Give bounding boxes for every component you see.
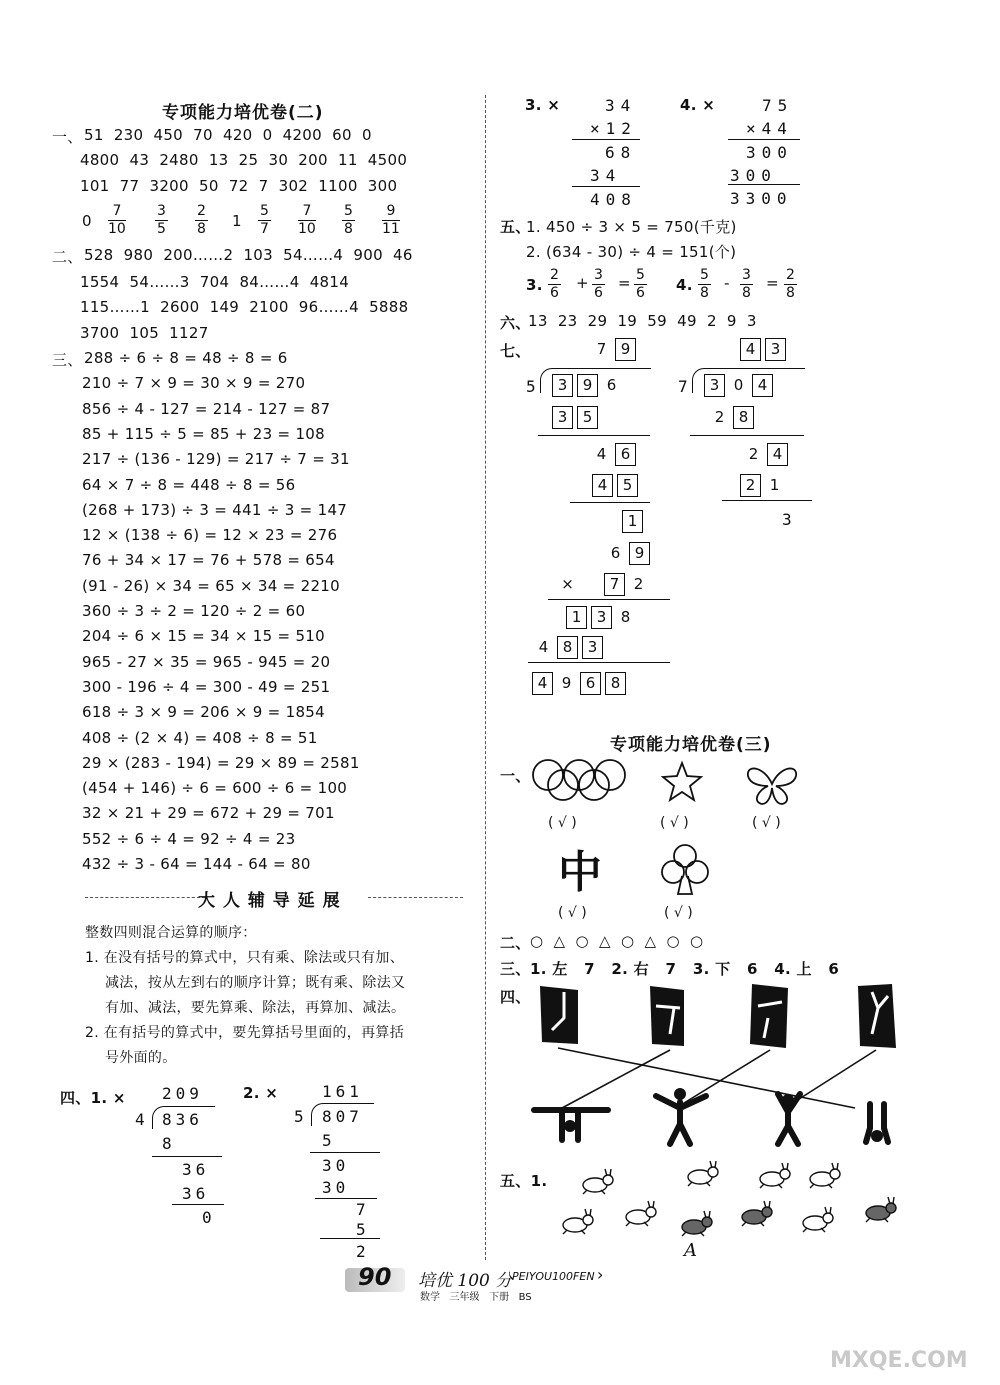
- equation-line: 965 - 27 × 35 = 965 - 945 = 20: [82, 652, 331, 671]
- boxmul-p1: 1 3 8: [564, 606, 637, 630]
- fraction: $\frac{3}{5}$: [157, 203, 166, 237]
- olympic-rings-icon: [520, 757, 638, 803]
- rabbit-icon: [680, 1160, 720, 1188]
- silhouette-card-icon: [650, 986, 684, 1046]
- boxdiv-b-step1: 2 8: [708, 406, 756, 430]
- star-icon: [660, 760, 704, 804]
- boxdiv-b-quotient: 4 3: [738, 338, 788, 362]
- sec2-row2: 1554 54……3 704 84……4 4814: [80, 273, 350, 291]
- sec6-label: 六、: [500, 314, 531, 332]
- footer-sub: 数学 三年级 下册 BS: [420, 1292, 532, 1303]
- rabbit-icon: [752, 1162, 792, 1190]
- calc-line: [728, 184, 800, 185]
- plus-sign: +: [576, 274, 589, 292]
- fraction: $\frac{9}{11}$: [382, 203, 400, 237]
- boxmul-b: × 7 2: [556, 573, 650, 597]
- sec1-row2: 4800 43 2480 13 25 30 200 11 4500: [80, 151, 408, 169]
- rabbit-icon: [555, 1208, 595, 1236]
- div1-step3: 36: [182, 1184, 210, 1203]
- section-title-2: 专项能力培优卷(二): [162, 103, 324, 123]
- sec1-row1: 51 230 450 70 420 0 4200 60 0: [84, 126, 372, 144]
- div1-step1: 8: [162, 1134, 172, 1153]
- q3-b: ×12: [590, 119, 637, 138]
- division-line: [570, 502, 650, 503]
- check-mark: ( √ ): [664, 905, 693, 921]
- boxdiv-a-remainder: 1: [620, 510, 645, 534]
- rabbit-icon: [858, 1196, 898, 1224]
- page-number: 90: [358, 1263, 392, 1291]
- q4-p1: 300: [746, 143, 793, 162]
- sec6-row: 13 23 29 19 59 49 2 9 3: [528, 312, 757, 330]
- sec5-l4: 4.: [676, 276, 693, 294]
- equation-line: 288 ÷ 6 ÷ 8 = 48 ÷ 8 = 6: [84, 349, 288, 367]
- division-line: [690, 435, 804, 436]
- division-line: [310, 1152, 380, 1153]
- q3-label: 3. ×: [525, 96, 561, 114]
- sec2-row3: 115……1 2600 149 2100 96……4 5888: [80, 298, 409, 316]
- division-line: [315, 1198, 377, 1199]
- s3q3-label: 三、: [500, 960, 531, 978]
- equation-line: 210 ÷ 7 × 9 = 30 × 9 = 270: [82, 374, 306, 393]
- equation-line: 360 ÷ 3 ÷ 2 = 120 ÷ 2 = 60: [82, 602, 306, 620]
- div1-step2: 36: [182, 1160, 210, 1179]
- equation-line: 12 × (138 ÷ 6) = 12 × 23 = 276: [82, 526, 338, 545]
- div1-quotient: 209: [162, 1084, 203, 1103]
- section-title-3: 专项能力培优卷(三): [610, 735, 772, 755]
- guide-title: 大 人 辅 导 延 展: [198, 891, 341, 911]
- q4-result: 3300: [730, 189, 793, 208]
- divider: [368, 897, 463, 898]
- s3q2-row: ○ △ ○ △ ○ △ ○ ○: [530, 932, 704, 950]
- boxdiv-a-quotient: 7 9: [590, 338, 638, 362]
- div1-remainder: 0: [202, 1208, 212, 1227]
- equation-line: 76 + 34 × 17 = 76 + 578 = 654: [82, 551, 335, 570]
- boxdiv-a-divisor: 5: [526, 377, 536, 396]
- rabbit-icon: [802, 1162, 842, 1190]
- check-mark: ( √ ): [752, 815, 781, 831]
- equation-line: 85 + 115 ÷ 5 = 85 + 23 = 108: [82, 424, 325, 443]
- sec1-one: 1: [232, 212, 242, 230]
- boxmul-a: 6 9: [604, 542, 652, 566]
- guide-intro: 整数四则混合运算的顺序：: [85, 925, 257, 941]
- divider: [85, 897, 205, 898]
- guide-p1b: 减法，按从左到右的顺序计算；既有乘、除法又: [105, 975, 406, 991]
- div2-dividend: 807: [322, 1107, 363, 1126]
- calc-line: [572, 186, 640, 187]
- q2-label: 2. ×: [243, 1084, 279, 1102]
- equation-line: 408 ÷ (2 × 4) = 408 ÷ 8 = 51: [82, 728, 318, 747]
- guide-p2a: 2. 在有括号的算式中，要先算括号里面的，再算括: [85, 1025, 405, 1041]
- div2-step1: 5: [322, 1131, 332, 1150]
- equals-sign: =: [766, 274, 779, 292]
- boxdiv-a-step1: 3 5: [550, 406, 600, 430]
- column-divider: [485, 95, 486, 1260]
- rabbit-icon: [618, 1200, 658, 1228]
- rabbit-icon: [674, 1210, 714, 1238]
- rabbit-icon: [795, 1206, 835, 1234]
- q4-p2: 300: [730, 166, 777, 185]
- division-line: [722, 500, 812, 501]
- boxmul-result: 4 9 6 8: [530, 672, 628, 696]
- sec7-label: 七、: [500, 342, 531, 360]
- s3q5-label: 五、1.: [500, 1172, 548, 1190]
- division-line: [172, 1204, 224, 1205]
- equation-line: (91 - 26) × 34 = 65 × 34 = 2210: [82, 576, 340, 595]
- equation-line: 300 - 196 ÷ 4 = 300 - 49 = 251: [82, 677, 331, 696]
- sec5-l3: 3.: [526, 276, 543, 294]
- silhouette-matching: [520, 978, 900, 1153]
- equation-line: 856 ÷ 4 - 127 = 214 - 127 = 87: [82, 399, 331, 418]
- equation-line: 552 ÷ 6 ÷ 4 = 92 ÷ 4 = 23: [82, 829, 296, 848]
- boxdiv-a-step3: 4 5: [590, 474, 640, 498]
- minus-sign: -: [724, 274, 730, 292]
- equation-line: (454 + 146) ÷ 6 = 600 ÷ 6 = 100: [82, 779, 348, 798]
- q4-a: 75: [762, 96, 794, 115]
- equals-sign: =: [618, 274, 631, 292]
- fraction: $\frac{2}{8}$: [786, 267, 795, 301]
- boxdiv-a-dividend: 3 9 6: [550, 374, 623, 398]
- fraction: $\frac{2}{8}$: [197, 203, 206, 237]
- s3q3-row: 1. 左 7 2. 右 7 3. 下 6 4. 上 6: [530, 960, 840, 978]
- q3-p1: 68: [605, 143, 637, 162]
- div2-divisor: 5: [294, 1107, 304, 1126]
- q4-label: 4. ×: [680, 96, 716, 114]
- sec5-label: 五、: [500, 218, 531, 236]
- sec1-row3: 101 77 3200 50 72 7 302 1100 300: [80, 177, 398, 195]
- s3q4-label: 四、: [500, 988, 531, 1006]
- zhong-character: 中: [558, 847, 602, 898]
- q3-result: 408: [590, 190, 637, 209]
- calc-line: [548, 599, 670, 600]
- div2-remainder: 2: [356, 1242, 366, 1261]
- guide-p2b: 号外面的。: [105, 1050, 177, 1066]
- s3q1-label: 一、: [500, 767, 531, 785]
- check-mark: ( √ ): [558, 905, 587, 921]
- fraction: $\frac{5}{8}$: [700, 267, 709, 301]
- chevron-right-icon: ›: [597, 1265, 604, 1284]
- equation-line: (268 + 173) ÷ 3 = 441 ÷ 3 = 147: [82, 500, 348, 519]
- sec3-label: 三、: [52, 351, 83, 369]
- equation-line: 618 ÷ 3 × 9 = 206 × 9 = 1854: [82, 703, 325, 722]
- guide-p1c: 有加、减法，要先算乘、除法，再算加、减法。: [105, 1000, 406, 1016]
- rabbit-icon: [734, 1200, 774, 1228]
- boxdiv-b-step3: 2 1: [738, 474, 786, 498]
- sec5-l1: 1. 450 ÷ 3 × 5 = 750(千克): [526, 218, 737, 236]
- div2-step2: 30: [322, 1156, 350, 1175]
- boxdiv-b-step2: 2 4: [742, 443, 790, 467]
- brand-en: PEIYOU100FEN: [512, 1270, 595, 1283]
- q4-b: ×44: [746, 119, 793, 138]
- sec1-label: 一、: [52, 128, 83, 146]
- calc-line: [528, 662, 670, 663]
- sec1-row4-lead: 0: [82, 212, 92, 230]
- div1-dividend: 836: [162, 1110, 203, 1129]
- fraction: $\frac{5}{8}$: [344, 203, 353, 237]
- fraction: $\frac{2}{6}$: [550, 267, 559, 301]
- equation-line: 217 ÷ (136 - 129) = 217 ÷ 7 = 31: [82, 450, 350, 469]
- silhouette-card-icon: [540, 986, 578, 1044]
- calc-line: [728, 139, 800, 140]
- equation-line: 64 × 7 ÷ 8 = 448 ÷ 8 = 56: [82, 475, 296, 494]
- sec5-l2: 2. (634 - 30) ÷ 4 = 151(个): [526, 243, 737, 261]
- division-line: [320, 1238, 380, 1239]
- guide-p1a: 1. 在没有括号的算式中，只有乘、除法或只有加、: [85, 950, 405, 966]
- watermark: MXQE.COM: [830, 1348, 968, 1373]
- division-line: [152, 1156, 222, 1157]
- div2-quotient: 161: [322, 1082, 363, 1101]
- check-mark: ( √ ): [660, 815, 689, 831]
- check-mark: ( √ ): [548, 815, 577, 831]
- rabbit-icon: [575, 1168, 615, 1196]
- div2-step3: 30: [322, 1178, 350, 1197]
- sec2-row4: 3700 105 1127: [80, 324, 209, 342]
- equation-line: 432 ÷ 3 - 64 = 144 - 64 = 80: [82, 855, 311, 873]
- fraction: $\frac{5}{6}$: [636, 267, 645, 301]
- div2-step5: 5: [356, 1220, 366, 1239]
- div2-step4: 7: [356, 1200, 366, 1219]
- calc-line: [572, 139, 640, 140]
- division-line: [538, 435, 650, 436]
- equation-line: 32 × 21 + 29 = 672 + 29 = 701: [82, 804, 335, 823]
- brand: 培优 100 分: [418, 1271, 513, 1291]
- div1-divisor: 4: [135, 1110, 145, 1129]
- fraction: $\frac{5}{7}$: [260, 203, 269, 237]
- equation-line: 29 × (283 - 194) = 29 × 89 = 2581: [82, 753, 360, 772]
- answer-mark: A: [684, 1240, 697, 1261]
- boxdiv-b-dividend: 3 0 4: [702, 374, 775, 398]
- fraction: $\frac{3}{6}$: [594, 267, 603, 301]
- boxdiv-b-divisor: 7: [678, 377, 688, 396]
- boxdiv-a-step2: 4 6: [590, 443, 638, 467]
- fraction: $\frac{3}{8}$: [742, 267, 751, 301]
- butterfly-icon: [744, 762, 800, 808]
- boxdiv-b-remainder: 3: [782, 510, 792, 529]
- q3-p2: 34: [590, 166, 622, 185]
- s3q2-label: 二、: [500, 934, 531, 952]
- sec2-label: 二、: [52, 248, 83, 266]
- q3-a: 34: [605, 96, 637, 115]
- sec4-label: 四、1. ×: [60, 1089, 126, 1107]
- silhouette-card-icon: [750, 984, 788, 1048]
- fraction: $\frac{7}{10}$: [108, 203, 126, 237]
- club-icon: [660, 842, 710, 898]
- boxmul-p2: 4 8 3: [532, 636, 605, 660]
- sec2-row1: 528 980 200……2 103 54……4 900 46: [84, 246, 413, 264]
- fraction: $\frac{7}{10}$: [298, 203, 316, 237]
- equation-line: 204 ÷ 6 × 15 = 34 × 15 = 510: [82, 627, 325, 646]
